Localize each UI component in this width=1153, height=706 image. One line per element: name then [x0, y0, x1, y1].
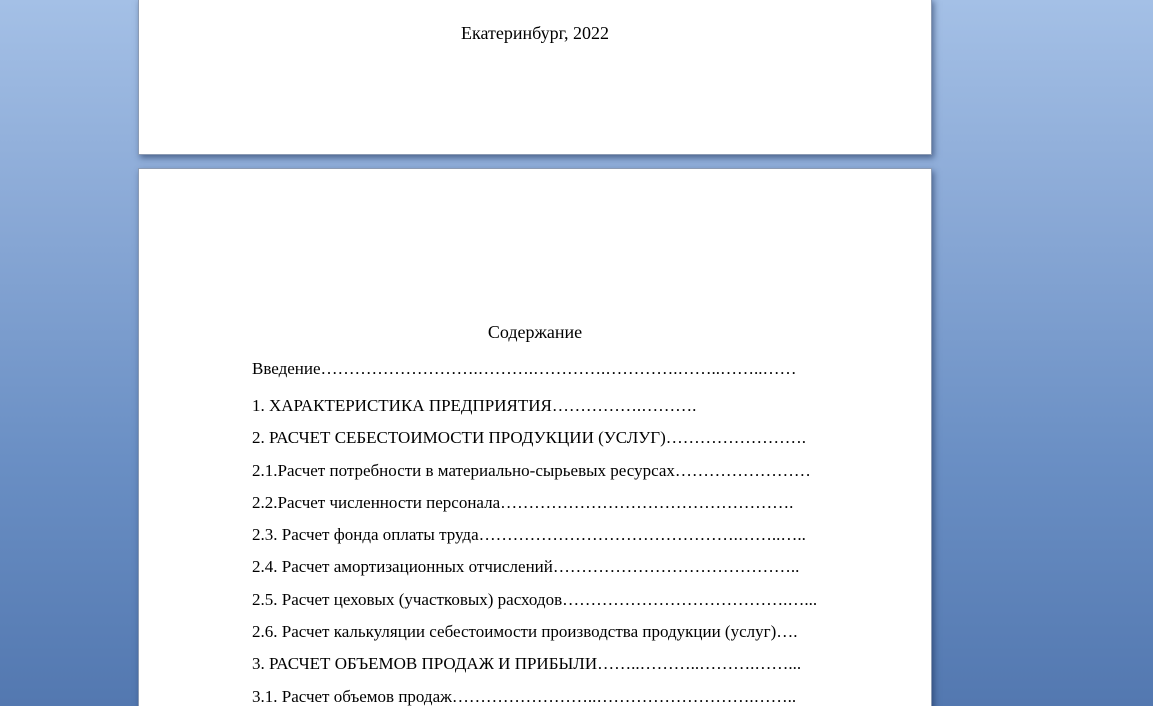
toc-entry-3: 3. РАСЧЕТ ОБЪЕМОВ ПРОДАЖ И ПРИБЫЛИ……..………..……….……... — [252, 654, 802, 674]
toc-entry-2-5: 2.5. Расчет цеховых (участковых) расходов………………………………….…... — [252, 589, 818, 609]
document-page-contents[interactable] — [138, 168, 932, 706]
toc-entry-2-3: 2.3. Расчет фонда оплаты труда……………………………………….……..….. — [252, 525, 806, 545]
toc-list — [252, 358, 892, 706]
document-page-title[interactable] — [138, 0, 932, 155]
toc-entry-introduction: Введение……………………….……….………….………….……..……..…… — [252, 359, 797, 378]
toc-entry-2-1: 2.1.Расчет потребности в материально-сырьевых ресурсах…………………… — [252, 460, 811, 480]
toc-entry-2: 2. РАСЧЕТ СЕБЕСТОИМОСТИ ПРОДУКЦИИ (УСЛУГ)……………………. — [252, 428, 807, 448]
toc-heading: Содержание — [487, 322, 583, 342]
toc-entry-2-2: 2.2.Расчет численности персонала……………………………………………. — [252, 492, 794, 512]
toc-entry-2-4: 2.4. Расчет амортизационных отчислений…………………………………….. — [252, 557, 800, 577]
toc-entry-2-6: 2.6. Расчет калькуляции себестоимости производства продукции (услуг)…. — [252, 622, 798, 642]
toc-entry-3-1: 3.1. Расчет объемов продаж……………………..……………………….…….. — [252, 686, 797, 706]
toc-entry-1: 1. ХАРАКТЕРИСТИКА ПРЕДПРИЯТИЯ…………….………. — [252, 396, 697, 415]
city-year-line: Екатеринбург, 2022 — [461, 23, 609, 43]
